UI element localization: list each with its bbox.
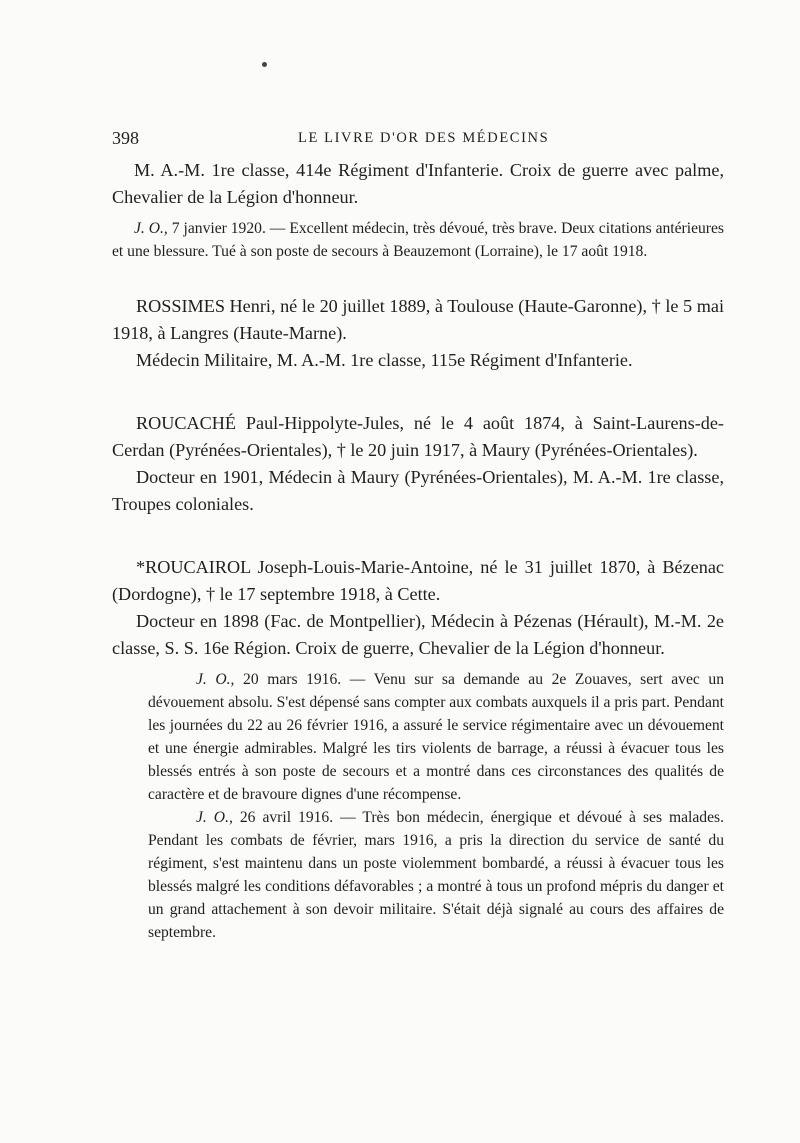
entry-career: Docteur en 1898 (Fac. de Montpellier), Médecin à Pézenas (Hérault), M.-M. 2e classe, S. S. 16e Région. Croix de guerre, Chevalier de la Légion d'honneur. [112,611,724,658]
citation-text: 20 mars 1916. — Venu sur sa demande au 2e Zouaves, sert avec un dévouement absolu. S'est dépensé sans compter aux combats auxquels il a pris part. Pendant les journées du 22 au 26 février 1916, a assuré le service régimentaire avec un dévouement et une énergie admirables. Malgré les tirs violents de barrage, a réussi à évacuer tous les blessés entrés à son poste de secours et a montré dans ces circonstances des qualités de caractère et de bravoure dignes d'une récompense. [148,671,724,803]
entry-continuation [112,157,724,263]
citation-text: 7 janvier 1920. — Excellent médecin, très dévoué, très brave. Deux citations antérieures et une blessure. Tué à son poste de secours à Beauzemont (Lorraine), le 17 août 1918. [112,220,724,260]
entry-career: Médecin Militaire, M. A.-M. 1re classe, 115e Régiment d'Infanterie. [136,350,633,370]
citation [112,806,724,944]
citation [112,668,724,806]
entry-heading: ROUCACHÉ Paul-Hippolyte-Jules, né le 4 août 1874, à Saint-Laurens-de-Cerdan (Pyrénées-Orientales), † le 20 juin 1917, à Maury (Pyrénées-Orientales). [112,413,724,460]
page-number: 398 [112,128,139,148]
entry-career: Docteur en 1901, Médecin à Maury (Pyrénées-Orientales), M. A.-M. 1re classe, Troupes coloniales. [112,467,724,514]
entry-roucairol [112,554,724,944]
citation-text: 26 avril 1916. — Très bon médecin, énergique et dévoué à ses malades. Pendant les combats de février, mars 1916, a pris la direction du service de santé du régiment, s'est maintenu dans un poste violemment bombardé, a réussi à évacuer tous les blessés malgré les conditions défavorables ; a montré à tous un profond mépris du danger et un grand attachement à son devoir militaire. S'était déjà signalé au cours des affaires de septembre. [148,809,724,941]
entry-heading: ROSSIMES Henri, né le 20 juillet 1889, à Toulouse (Haute-Garonne), † le 5 mai 1918, à Langres (Haute-Marne). [112,296,724,343]
page-header [112,128,712,152]
entry-roucache [112,410,724,518]
print-mark [262,62,267,67]
entry-career: M. A.-M. 1re classe, 414e Régiment d'Infanterie. Croix de guerre avec palme, Chevalier de la Légion d'honneur. [112,160,724,207]
running-title: LE LIVRE D'OR DES MÉDECINS [298,130,550,146]
citation-ref: J. O., [196,671,235,688]
page-body [112,157,724,944]
citation-ref: J. O., [196,809,233,826]
entry-heading: *ROUCAIROL Joseph-Louis-Marie-Antoine, né le 31 juillet 1870, à Bézenac (Dordogne), † le 17 septembre 1918, à Cette. [112,557,724,604]
citation-ref: J. O., [134,220,168,237]
entry-rossimes [112,293,724,374]
citation [112,217,724,263]
